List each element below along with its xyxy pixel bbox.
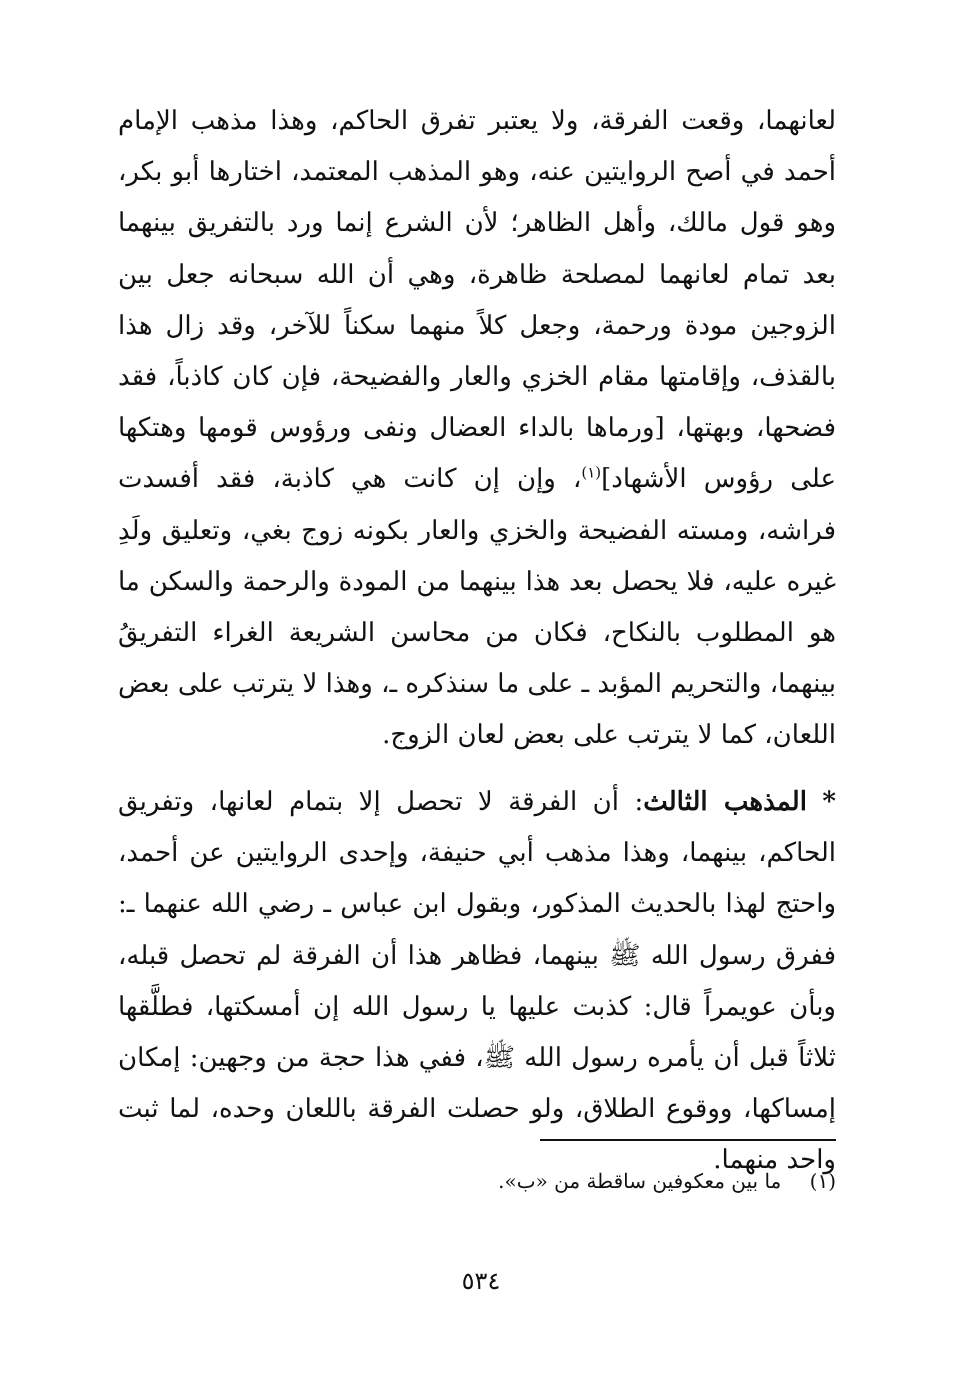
footnote (300, 1166, 836, 1196)
paragraph-third-school-text: : أن الفرقة لا تحصل إلا بتمام لعانها، وتفريق الحاكم، بينهما، وهذا مذهب أبي حنيفة، وإحدى الروايتين عن أحمد، واحتج لهذا بالحديث المذكور، وبقول ابن عباس ـ رضي الله عنهما ـ: ففرق رسول الله ﷺ بينهما، فظاهر هذا أن الفرقة لم تحصل قبله، وبأن عويمراً قال: كذبت عليها يا رسول الله إن أمسكتها، فطلَّقها ثلاثاً قبل أن يأمره رسول الله ﷺ، ففي هذا حجة من وجهين: إمكان إمساكها، ووقوع الطلاق، ولو حصلت الفرقة باللعان وحده، لما ثبت واحد منهما. (118, 787, 836, 1176)
paragraph-third-school (118, 777, 836, 1187)
footnote-reference[interactable]: (١) (581, 463, 602, 482)
paragraph-first-text-b: ، وإن إن كانت هي كاذبة، فقد أفسدت فراشه، ومسته الفضيحة والخزي والعار بكونه زوج بغي، وتعليق ولَدِ غيره عليه، فلا يحصل بعد هذا بينهما من المودة والرحمة والسكن ما هو المطلوب بالنكاح، فكان من محاسن الشريعة الغراء التفريقُ بينهما، والتحريم المؤبد ـ على ما سنذكره ـ، وهذا لا يترتب على بعض اللعان، كما لا يترتب على بعض لعان الزوج. (118, 464, 836, 751)
footnote-number: (١) (809, 1169, 836, 1193)
paragraph-first-text-a: لعانهما، وقعت الفرقة، ولا يعتبر تفرق الحاكم، وهذا مذهب الإمام أحمد في أصح الروايتين عنه، وهو المذهب المعتمد، اختارها أبو بكر، وهو قول مالك، وأهل الظاهر؛ لأن الشرع إنما ورد بالتفريق بينهما بعد تمام لعانهما لمصلحة ظاهرة، وهي أن الله سبحانه جعل بين الزوجين مودة ورحمة، وجعل كلاً منهما سكناً للآخر، وقد زال هذا بالقذف، وإقامتها مقام الخزي والعار والفضيحة، فإن كان كاذباً، فقد فضحها، وبهتها، [ورماها بالداء العضال ونفى ورؤوس قومها وهتكها على رؤوس الأشهاد] (118, 106, 836, 495)
star-bullet: * (822, 787, 836, 817)
section-heading: المذهب الثالث (643, 787, 807, 817)
paragraph-first (118, 96, 836, 762)
footnote-text: ما بين معكوفين ساقطة من «ب». (498, 1169, 782, 1193)
page-number: ٥٣٤ (461, 1267, 501, 1295)
footnote-separator (540, 1139, 836, 1141)
